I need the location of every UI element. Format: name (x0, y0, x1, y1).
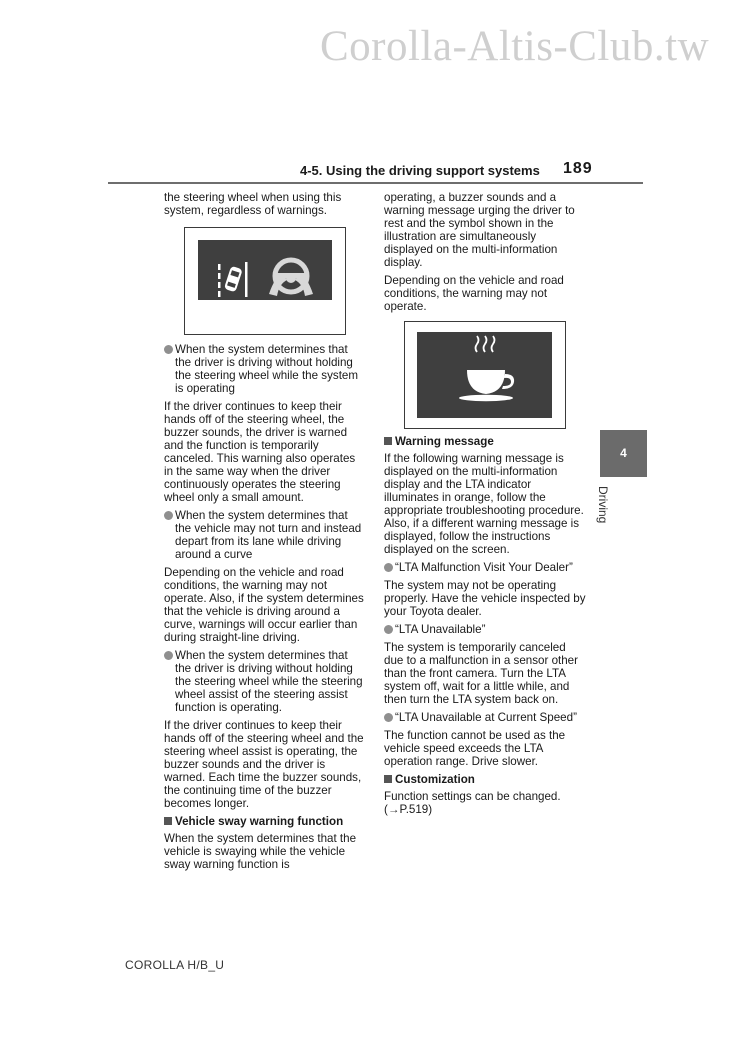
list-item: “LTA Unavailable at Current Speed” (384, 711, 586, 724)
list-item: “LTA Unavailable” (384, 623, 586, 636)
display-screen (417, 332, 552, 418)
paragraph: The function cannot be used as the vehicle speed exceeds the LTA operation range. Drive slower. (384, 729, 566, 768)
paragraph: If the following warning message is displayed on the multi-information display and the LTA indicator illuminates in orange, follow the appropriate troubleshooting procedure. Also, if a different warning message is displayed, follow the instructions displayed on the screen. (384, 452, 584, 556)
paragraph: If the driver continues to keep their hands off of the steering wheel and the steering wheel assist is operating, the buzzer sounds and the driver is warned. Each time the buzzer sounds, the continuing time of the buzzer becomes longer. (164, 719, 364, 810)
section-heading: Warning message (384, 435, 586, 448)
section-heading: Vehicle sway warning function (164, 815, 366, 828)
paragraph: The system is temporarily canceled due to a malfunction in a sensor other than the front camera. Turn the LTA system off, wait for a little while, and then turn the LTA system back on. (384, 641, 578, 706)
display-screen (198, 240, 332, 300)
page-section-title: 4-5. Using the driving support systems (300, 163, 540, 178)
list-item: “LTA Malfunction Visit Your Dealer” (384, 561, 586, 574)
rest-warning-figure (404, 321, 566, 429)
chapter-tab[interactable]: 4 (600, 430, 647, 477)
paragraph: The system may not be operating properly. Have the vehicle inspected by your Toyota dealer. (384, 579, 586, 618)
bullet-icon (384, 625, 393, 634)
bullet-icon (384, 713, 393, 722)
paragraph: the steering wheel when using this system, regardless of warnings. (164, 191, 342, 217)
paragraph: When the system determines that the vehicle is swaying while the vehicle sway warning function is (164, 832, 357, 871)
page-number: 189 (563, 160, 593, 177)
paragraph: If the driver continues to keep their hands off of the steering wheel, the buzzer sounds, the driver is warned and the function is temporarily canceled. This warning also operates in the same way when the driver continuously operates the steering wheel only a small amount. (164, 400, 356, 504)
square-bullet-icon (384, 437, 392, 445)
footer-model: COROLLA H/B_U (125, 958, 225, 972)
square-bullet-icon (384, 775, 392, 783)
bullet-icon (164, 345, 173, 354)
right-column (384, 191, 586, 821)
coffee-cup-icon (417, 332, 552, 418)
paragraph: Depending on the vehicle and road conditions, the warning may not operate. Also, if the system determines that the vehicle is driving around a curve, warnings will occur earlier than during straight-line driving. (164, 566, 364, 644)
list-item: When the system determines that the driver is driving without holding the steering wheel while the steering wheel assist of the steering assist function is operating. (164, 649, 366, 714)
square-bullet-icon (164, 817, 172, 825)
paragraph: Depending on the vehicle and road conditions, the warning may not operate. (384, 274, 564, 313)
steering-wheel-hands-icon (198, 240, 332, 300)
paragraph: Function settings can be changed. (→P.519) (384, 790, 561, 816)
watermark: Corolla-Altis-Club.tw (320, 23, 710, 70)
left-column (164, 191, 366, 876)
steering-warning-figure (184, 227, 346, 335)
paragraph: operating, a buzzer sounds and a warning message urging the driver to rest and the symbol shown in the illustration are simultaneously displayed on the multi-information display. (384, 191, 575, 269)
header-rule (108, 182, 643, 184)
bullet-icon (164, 651, 173, 660)
bullet-icon (164, 511, 173, 520)
bullet-icon (384, 563, 393, 572)
list-item: When the system determines that the vehicle may not turn and instead depart from its lane while driving around a curve (164, 509, 366, 561)
section-heading: Customization (384, 773, 586, 786)
list-item: When the system determines that the driver is driving without holding the steering wheel while the system is operating (164, 343, 366, 395)
chapter-label: Driving (596, 486, 610, 524)
